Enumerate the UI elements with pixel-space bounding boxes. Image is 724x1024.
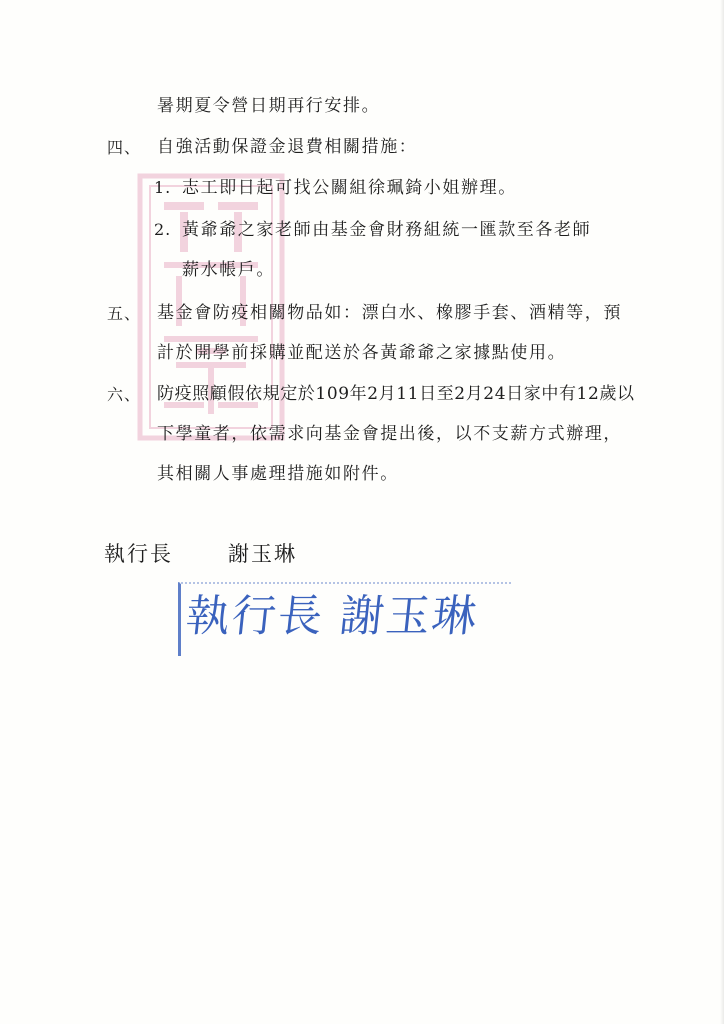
body-text-line: 基金會防疫相關物品如：漂白水、橡膠手套、酒精等，預: [157, 303, 622, 323]
body-text-line: 暑期夏令營日期再行安排。: [157, 96, 381, 116]
body-text-line: 計於開學前採購並配送於各黃爺爺之家據點使用。: [157, 343, 567, 363]
signature-stamp: 執行長 謝玉琳: [183, 591, 481, 642]
body-text-line: 志工即日起可找公關組徐珮錡小姐辦理。: [182, 178, 517, 198]
section-number: 六、: [107, 385, 142, 404]
signatory-title: 執行長: [104, 542, 173, 566]
body-text-line: 薪水帳戶。: [182, 260, 275, 280]
section-number: 五、: [107, 304, 142, 323]
body-text-line: 下學童者，依需求向基金會提出後，以不支薪方式辦理，: [157, 424, 622, 444]
section-heading: 自強活動保證金退費相關措施：: [157, 137, 418, 157]
scan-edge-shadow: [720, 0, 724, 1024]
signatory-name: 謝玉琳: [228, 542, 297, 566]
section-number: 四、: [107, 138, 142, 157]
item-number: 1.: [154, 178, 172, 197]
body-text-line: 黃爺爺之家老師由基金會財務組統一匯款至各老師: [182, 220, 592, 240]
body-text-line: 防疫照顧假依規定於109年2月11日至2月24日家中有12歲以: [157, 384, 635, 404]
body-text-line: 其相關人事處理措施如附件。: [157, 464, 399, 484]
item-number: 2.: [154, 220, 172, 239]
